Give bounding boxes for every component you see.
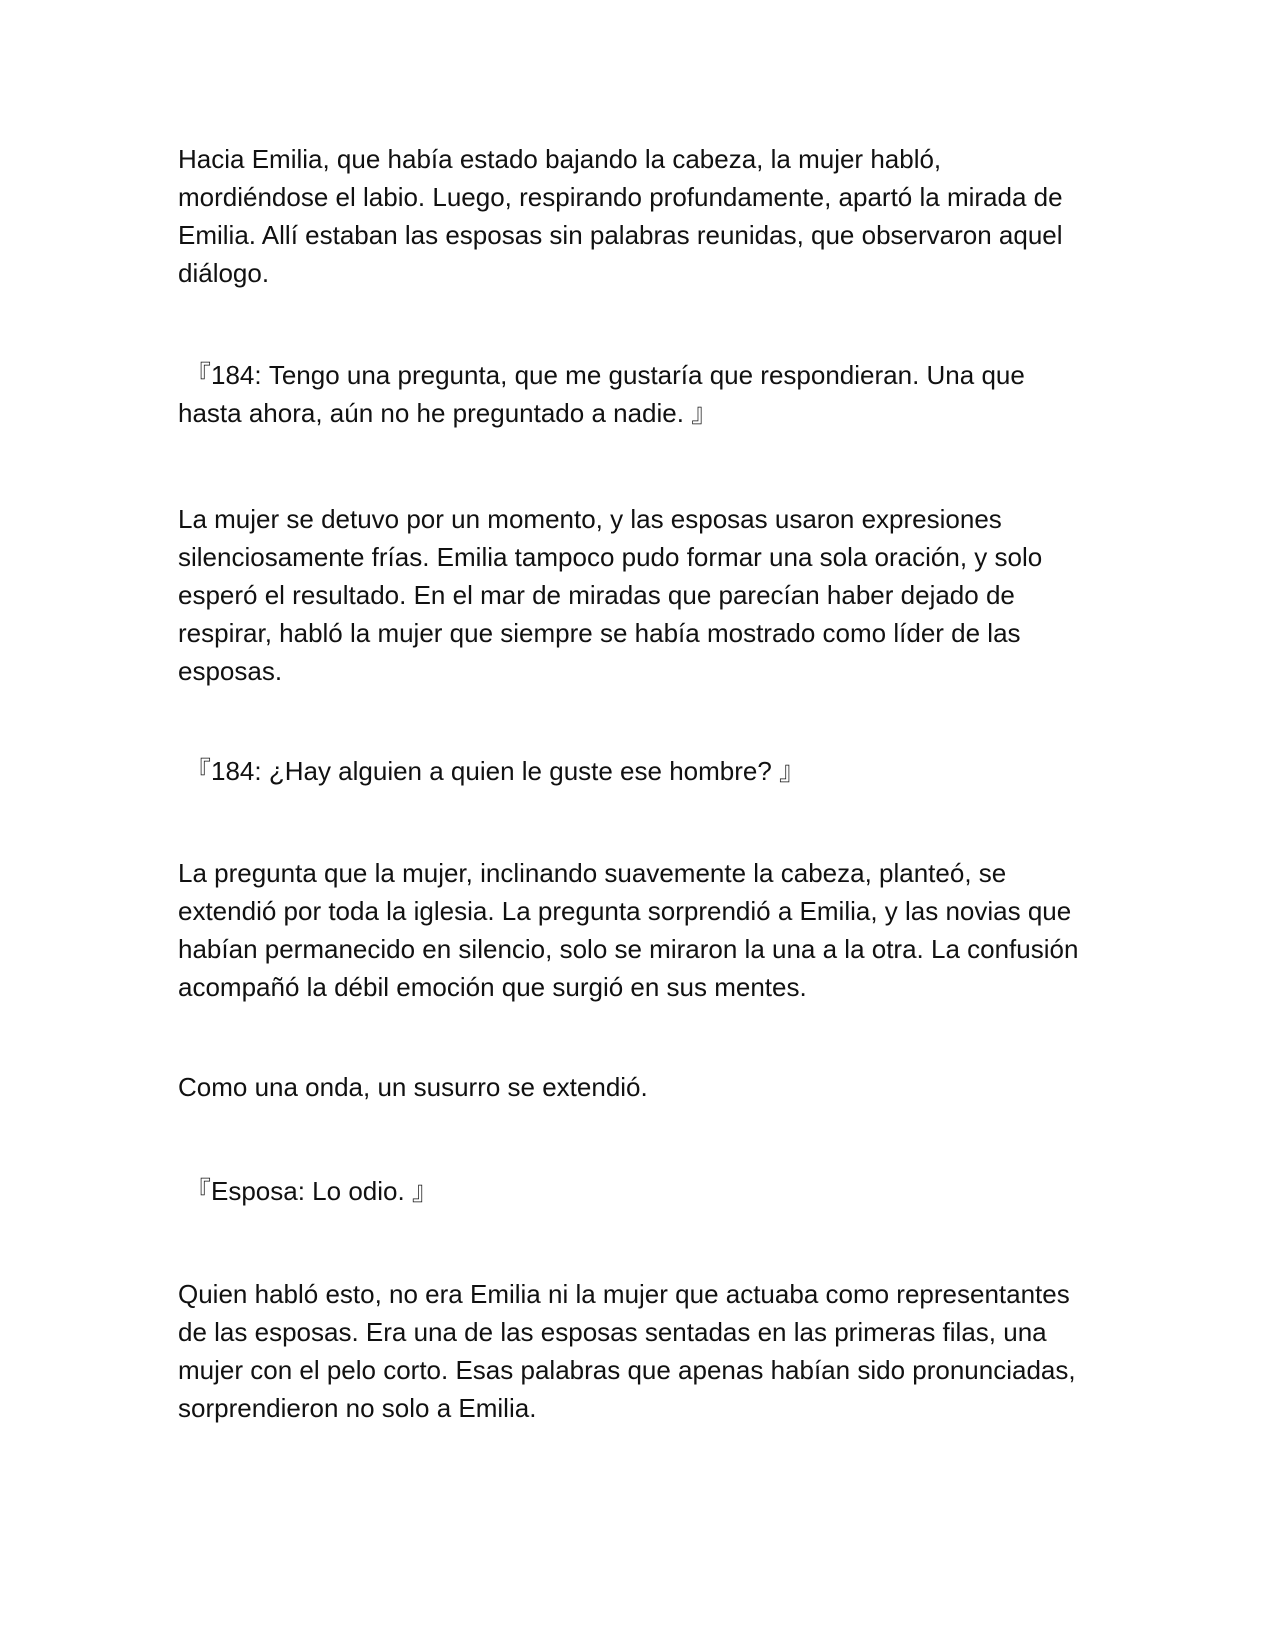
text-line: sorprendieron no solo a Emilia.: [178, 1393, 537, 1423]
text-line: Emilia. Allí estaban las esposas sin palabras reunidas, que observaron aquel: [178, 220, 1063, 250]
text-line: de las esposas. Era una de las esposas sentadas en las primeras filas, una: [178, 1317, 1047, 1347]
text-line: acompañó la débil emoción que surgió en sus mentes.: [178, 972, 807, 1002]
text-line: Hacia Emilia, que había estado bajando la cabeza, la mujer habló,: [178, 144, 942, 174]
text-line: hasta ahora, aún no he preguntado a nadie. 』: [178, 398, 718, 428]
text-line: La mujer se detuvo por un momento, y las esposas usaron expresiones: [178, 504, 1002, 534]
text-line: respirar, habló la mujer que siempre se había mostrado como líder de las: [178, 618, 1021, 648]
text-line: Como una onda, un susurro se extendió.: [178, 1072, 648, 1102]
text-line: silenciosamente frías. Emilia tampoco pudo formar una sola oración, y solo: [178, 542, 1043, 572]
text-line: esperó el resultado. En el mar de miradas que parecían haber dejado de: [178, 580, 1015, 610]
text-line: 『184: ¿Hay alguien a quien le guste ese hombre? 』: [185, 756, 806, 786]
text-line: esposas.: [178, 656, 283, 686]
narration-paragraph: [178, 140, 1108, 292]
dialogue-paragraph: [185, 356, 1115, 394]
text-line: Quien habló esto, no era Emilia ni la mujer que actuaba como representantes: [178, 1279, 1070, 1309]
narration-paragraph: [178, 1068, 1108, 1106]
narration-paragraph: [178, 854, 1108, 1006]
dialogue-paragraph: [185, 1172, 1115, 1210]
text-line: mordiéndose el labio. Luego, respirando profundamente, apartó la mirada de: [178, 182, 1063, 212]
dialogue-paragraph-continuation: [178, 394, 1108, 432]
narration-paragraph: [178, 1275, 1108, 1427]
text-line: 『184: Tengo una pregunta, que me gustaría que respondieran. Una que: [185, 360, 1025, 390]
narration-paragraph: [178, 500, 1108, 690]
text-line: mujer con el pelo corto. Esas palabras que apenas habían sido pronunciadas,: [178, 1355, 1076, 1385]
text-line: 『Esposa: Lo odio. 』: [185, 1176, 438, 1206]
text-line: habían permanecido en silencio, solo se miraron la una a la otra. La confusión: [178, 934, 1079, 964]
dialogue-paragraph: [185, 752, 1115, 790]
text-line: extendió por toda la iglesia. La pregunta sorprendió a Emilia, y las novias que: [178, 896, 1072, 926]
text-line: La pregunta que la mujer, inclinando suavemente la cabeza, planteó, se: [178, 858, 1007, 888]
text-line: diálogo.: [178, 258, 270, 288]
